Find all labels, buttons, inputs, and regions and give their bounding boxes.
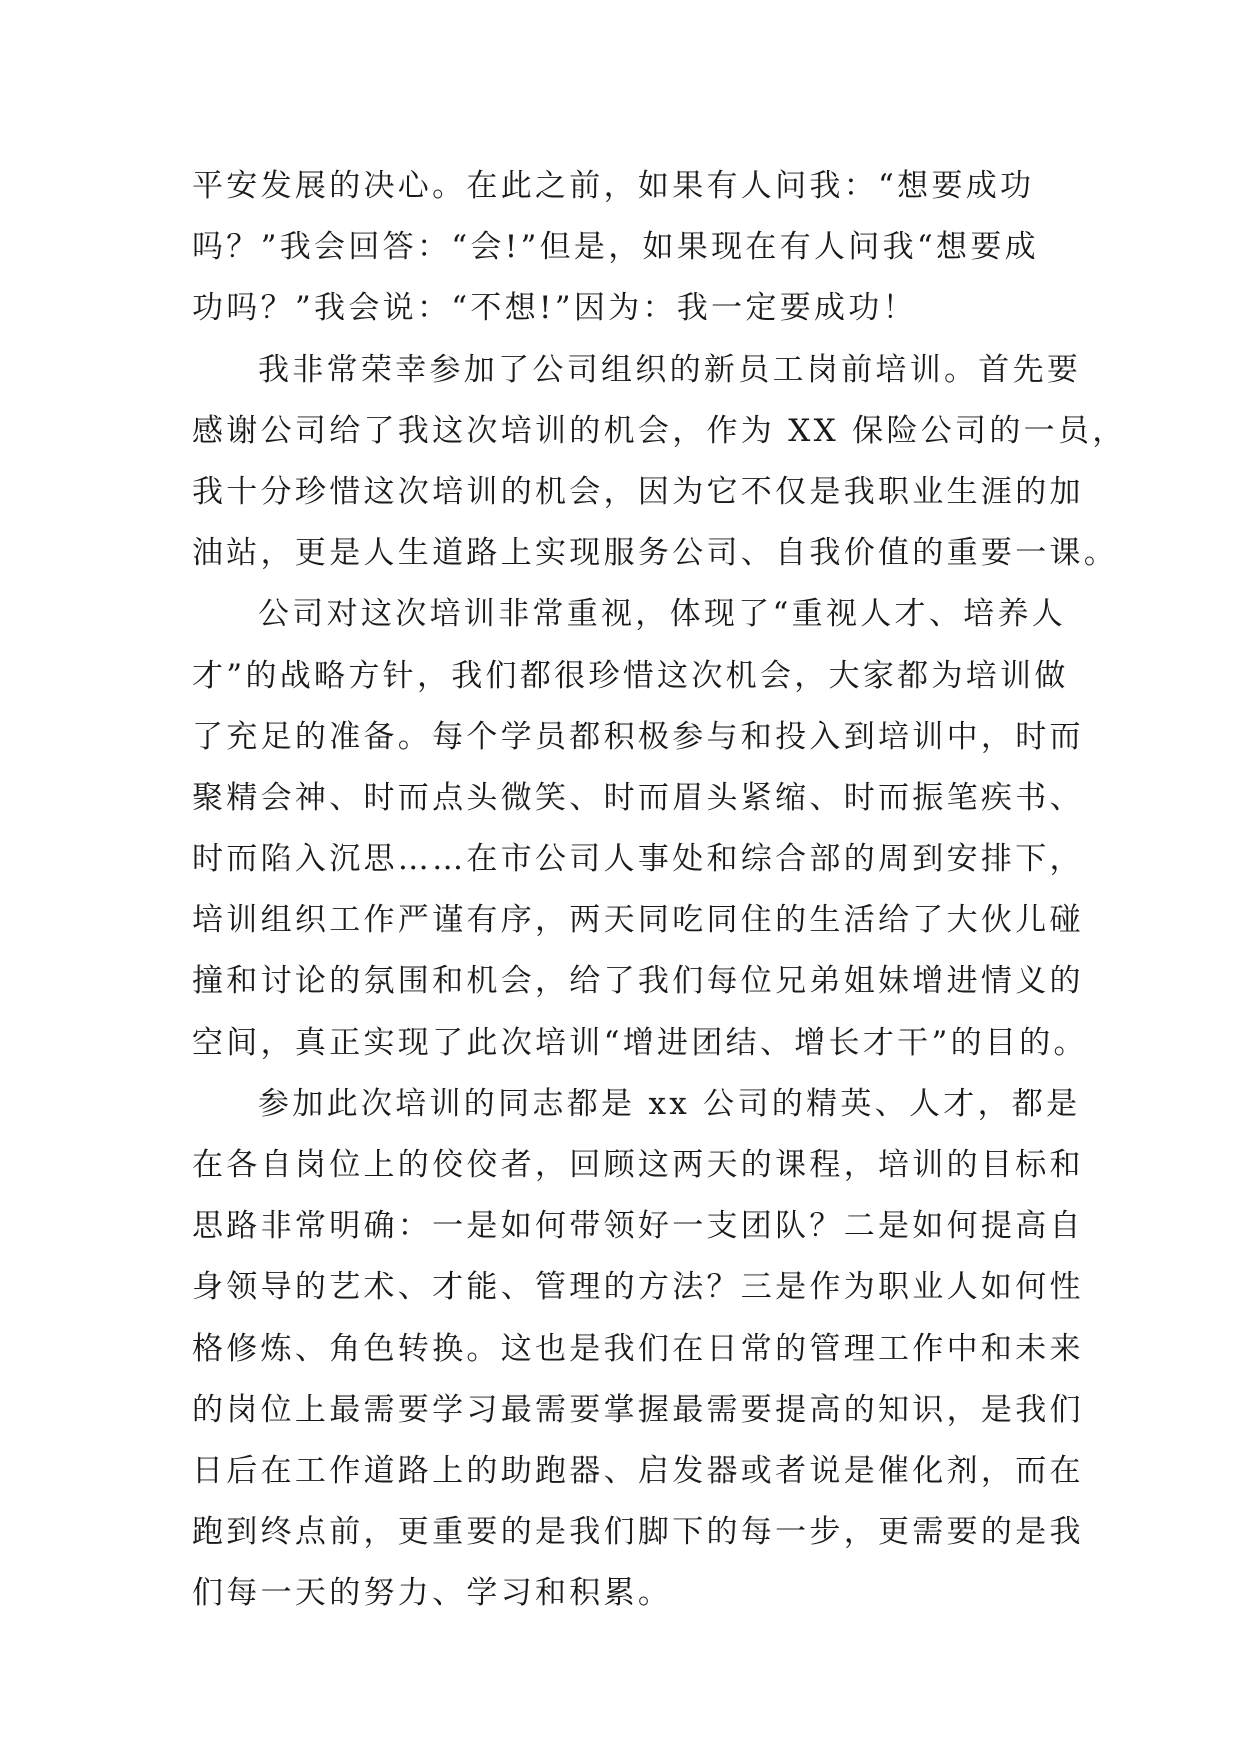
text-line: 日后在工作道路上的助跑器、启发器或者说是催化剂，而在 <box>192 1452 1084 1489</box>
text-line: 身领导的艺术、才能、管理的方法？三是作为职业人如何性 <box>192 1269 1084 1306</box>
text-line: 思路非常明确：一是如何带领好一支团队？二是如何提高自 <box>192 1208 1084 1245</box>
text-line: 功吗？”我会说：“不想!”因为：我一定要成功！ <box>192 290 917 327</box>
text-line: 油站，更是人生道路上实现服务公司、自我价值的重要一课。 <box>192 535 1119 572</box>
text-line: 跑到终点前，更重要的是我们脚下的每一步，更需要的是我 <box>192 1514 1084 1551</box>
text-line: 我十分珍惜这次培训的机会，因为它不仅是我职业生涯的加 <box>192 473 1084 510</box>
text-line: 空间，真正实现了此次培训“增进团结、增长才干”的目的。 <box>192 1024 1088 1061</box>
text-line: 的岗位上最需要学习最需要掌握最需要提高的知识，是我们 <box>192 1391 1084 1428</box>
text-line: 平安发展的决心。在此之前，如果有人问我：“想要成功 <box>192 168 1035 204</box>
text-line: 们每一天的努力、学习和积累。 <box>192 1575 673 1612</box>
paragraph-first-line: 公司对这次培训非常重视，体现了“重视人才、培养人 <box>258 596 1067 633</box>
text-line: 聚精会神、时而点头微笑、时而眉头紧缩、时而振笔疾书、 <box>192 779 1084 816</box>
text-line: 感谢公司给了我这次培训的机会，作为 XX 保险公司的一员， <box>192 412 1127 449</box>
document-body <box>192 156 1127 1625</box>
text-line: 才”的战略方针，我们都很珍惜这次机会，大家都为培训做 <box>192 657 1069 694</box>
text-line: 了充足的准备。每个学员都积极参与和投入到培训中，时而 <box>192 718 1084 755</box>
text-line: 撞和讨论的氛围和机会，给了我们每位兄弟姐妹增进情义的 <box>192 963 1084 1000</box>
text-line: 培训组织工作严谨有序，两天同吃同住的生活给了大伙儿碰 <box>192 902 1084 939</box>
text-line: 格修炼、角色转换。这也是我们在日常的管理工作中和未来 <box>192 1330 1084 1367</box>
text-line: 吗？”我会回答：“会!”但是，如果现在有人问我“想要成 <box>192 229 1039 266</box>
paragraph-first-line: 我非常荣幸参加了公司组织的新员工岗前培训。首先要 <box>258 351 1082 388</box>
text-line: 时而陷入沉思……在市公司人事处和综合部的周到安排下， <box>192 841 1084 878</box>
text-line: 在各自岗位上的佼佼者，回顾这两天的课程，培训的目标和 <box>192 1147 1084 1183</box>
paragraph-first-line: 参加此次培训的同志都是 xx 公司的精英、人才，都是 <box>258 1085 1081 1122</box>
